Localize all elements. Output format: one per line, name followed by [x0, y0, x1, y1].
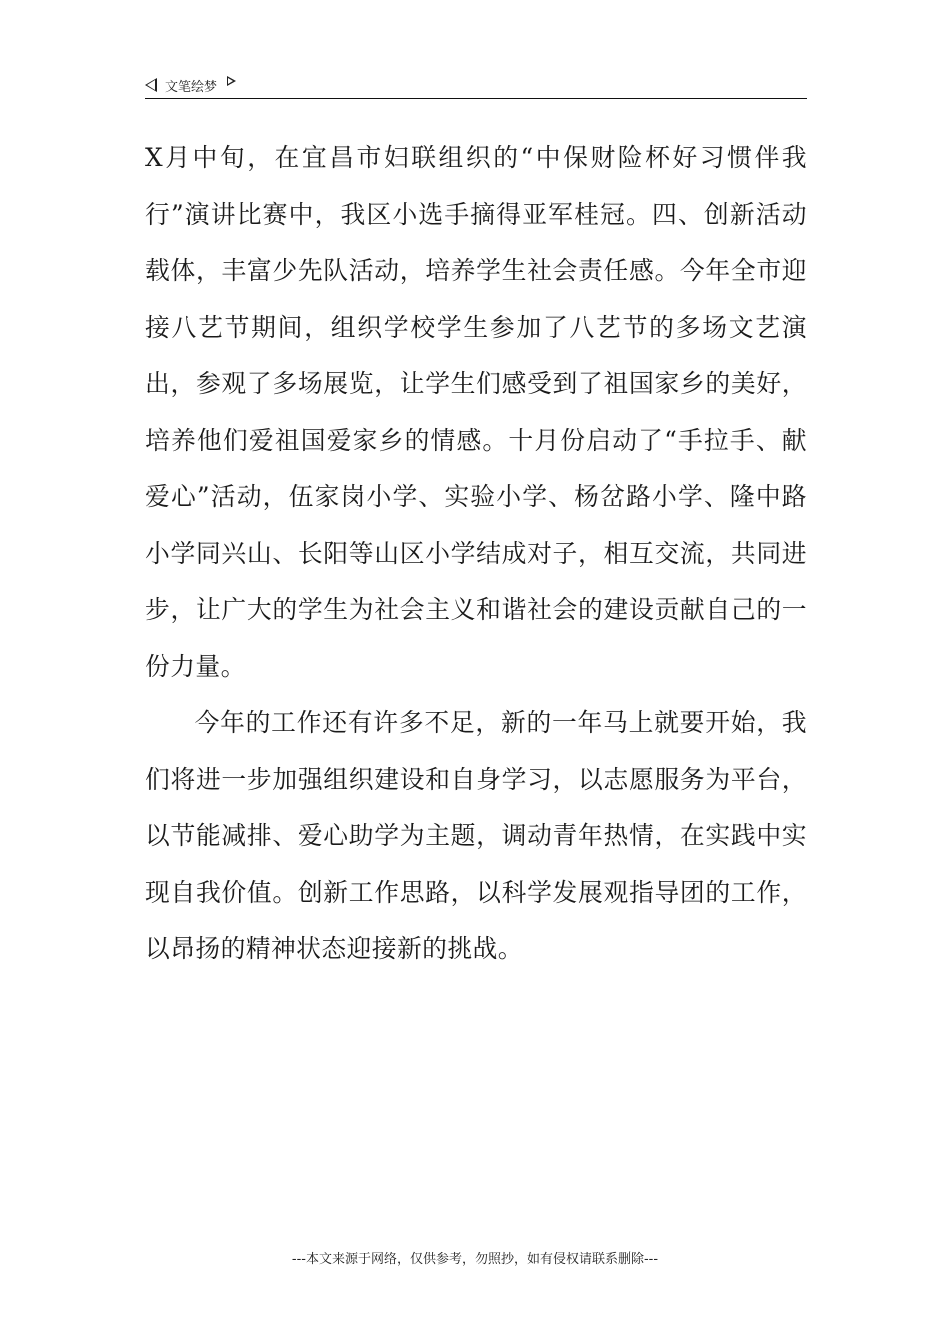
paragraph-2: 今年的工作还有许多不足，新的一年马上就要开始，我们将进一步加强组织建设和自身学习，以志愿服务为平台，以节能减排、爱心助学为主题，调动青年热情，在实践中实现自我价值。创新工作思路，以科学发展观指导团的工作，以昂扬的精神状态迎接新的挑战。 — [145, 708, 807, 963]
header-divider — [145, 98, 807, 99]
triangle-right-icon — [227, 76, 236, 86]
paragraph-1: X月中旬，在宜昌市妇联组织的“中保财险杯好习惯伴我行”演讲比赛中，我区小选手摘得亚军桂冠。四、创新活动载体，丰富少先队活动，培养学生社会责任感。今年全市迎接八艺节期间，组织学校学生参加了八艺节的多场文艺演出，参观了多场展览，让学生们感受到了祖国家乡的美好，培养他们爱祖国爱家乡的情感。十月份启动了“手拉手、献爱心”活动，伍家岗小学、实验小学、杨岔路小学、隆中路小学同兴山、长阳等山区小学结成对子，相互交流，共同进步，让广大的学生为社会主义和谐社会的建设贡献自己的一份力量。 — [145, 143, 807, 681]
document-body — [145, 130, 807, 978]
footer-notice: ---本文来源于网络，仅供参考，勿照抄，如有侵权请联系删除--- — [291, 1252, 659, 1267]
page-header — [145, 72, 805, 98]
header-title: 文笔绘梦 — [165, 79, 218, 95]
triangle-left-icon — [145, 78, 157, 92]
